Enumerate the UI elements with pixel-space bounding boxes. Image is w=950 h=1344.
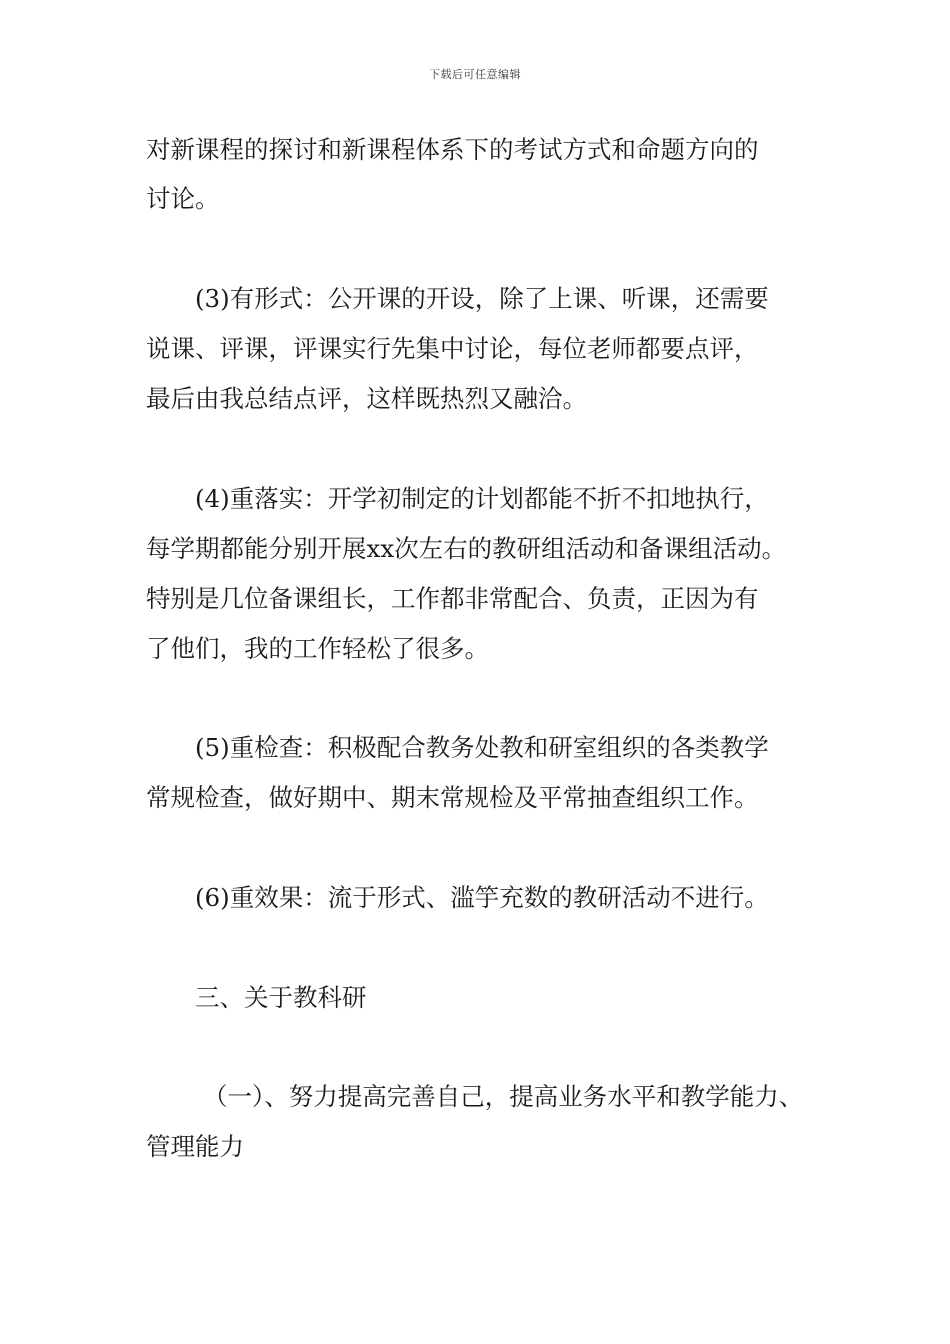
paragraph-line: 最后由我总结点评，这样既热烈又融洽。: [146, 384, 587, 413]
paragraph-line: 常规检查，做好期中、期末常规检及平常抽查组织工作。: [146, 783, 759, 812]
paragraph-line: (6)重效果：流于形式、滥竽充数的教研活动不进行。: [195, 883, 769, 912]
section-heading: 三、关于教科研: [195, 983, 367, 1012]
paragraph-line: (5)重检查：积极配合教务处教和研室组织的各类教学: [195, 733, 769, 762]
paragraph-line: 特别是几位备课组长，工作都非常配合、负责，正因为有: [146, 584, 759, 613]
paragraph-line: (4)重落实：开学初制定的计划都能不折不扣地执行，: [195, 484, 769, 513]
paragraph-line: 对新课程的探讨和新课程体系下的考试方式和命题方向的: [146, 135, 759, 164]
paragraph-line: 了他们，我的工作轻松了很多。: [146, 634, 489, 663]
paragraph-line: 说课、评课，评课实行先集中讨论，每位老师都要点评，: [146, 334, 759, 363]
paragraph-line: 管理能力: [146, 1132, 244, 1161]
paragraph-line: (3)有形式：公开课的开设，除了上课、听课，还需要: [195, 284, 769, 313]
paragraph-line: （一）、努力提高完善自己，提高业务水平和教学能力、: [203, 1082, 804, 1111]
paragraph-line: 每学期都能分别开展xx次左右的教研组活动和备课组活动。: [146, 534, 787, 563]
page-header: 下载后可任意编辑: [429, 68, 521, 81]
paragraph-line: 讨论。: [146, 184, 220, 213]
